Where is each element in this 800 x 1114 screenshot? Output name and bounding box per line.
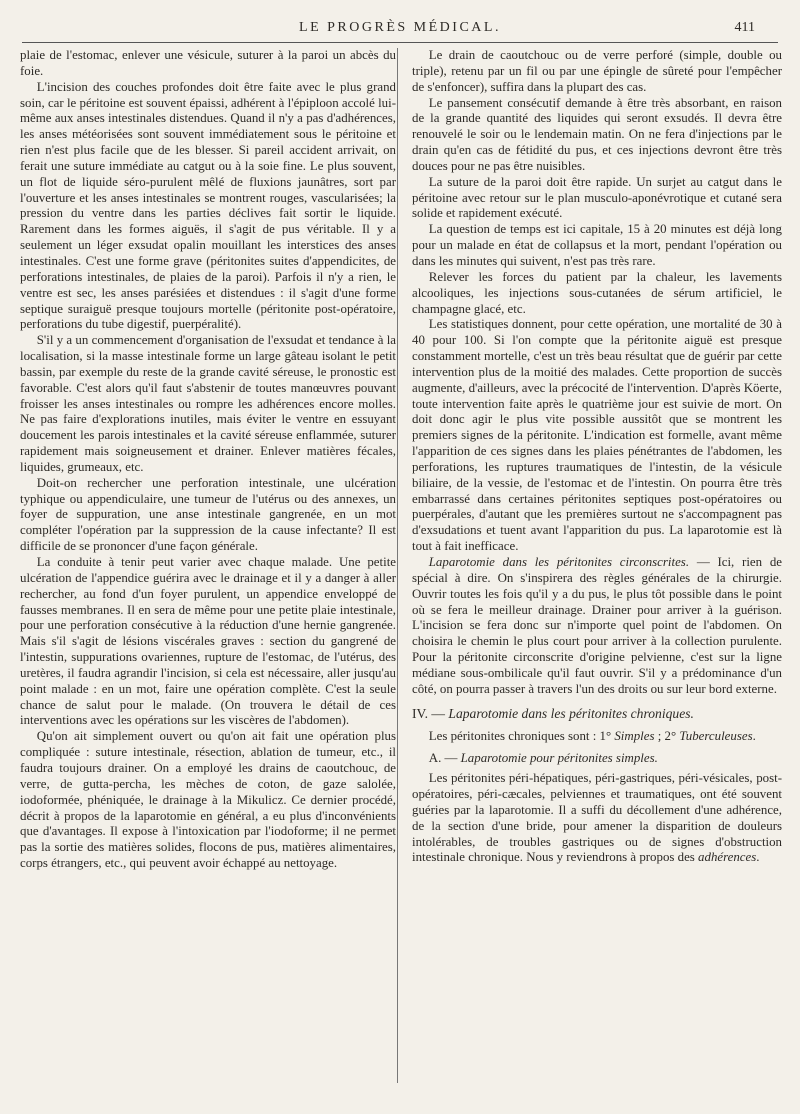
paragraph — [412, 771, 782, 866]
section-title: Laparotomie dans les péritonites chroniques. — [448, 705, 694, 721]
paragraph: S'il y a un commencement d'organisation de l'exsudat et tendance à la localisation, si la masse intestinale forme un large gâteau isolant le petit bassin, par exemple du reste de la grande cavité séreuse, le pronostic est favorable. C'est alors qu'il faut s'abstenir de toutes manœuvres pouvant froisser les anses intestinales ou rompre les adhérences encore molles. Ne pas faire d'explorations inutiles, mais éviter le ventre en essuyant doucement les parois intestinales et la cavité séreuse enflammée, suturer rapidement mais soigneusement et drainer. Enlever matières fécales, liquides, grumeaux, etc. — [20, 333, 396, 474]
section-heading — [412, 706, 782, 722]
column-divider — [397, 48, 398, 1083]
paragraph-text: Les péritonites péri-hépatiques, péri-gastriques, péri-vésicales, post-opératoires, péri-cæcales, pelviennes et traumatiques, ont été souvent guéries par la laparotomie. Il a suffi du décollement d'une adhérence, de la section d'une bride, pour amener la disparition de douleurs intolérables, de troubles gastriques ou de signes d'obstruction intestinale chronique. Nous y reviendrons à propos des — [412, 771, 782, 865]
subsection-heading — [412, 751, 782, 767]
subsection-letter: A. — — [428, 751, 461, 766]
paragraph: La question de temps est ici capitale, 15 à 20 minutes est déjà long pour un malade en état de collapsus et la mort, pendant l'opération ou dans les minutes qui suivent, n'est pas très rare. — [412, 222, 782, 268]
paragraph: L'incision des couches profondes doit être faite avec le plus grand soin, car le péritoine est souvent épaissi, adhérent à l'épiploon accolé lui-même aux anses intestinales distendues. Quand il n'y a pas d'adhérences, les anses météorisées sont souvent immédiatement sous le péritoine et rien n'est plus facile que de les blesser. Si pareil accident arrivait, on ferait une suture immédiate au catgut ou à la soie fine. Le plus souvent, un flot de liquide séro-purulent mêlé de fluxions jaunâtres, sort par l'ouverture et les anses intestinales se montrent rouges, vascularisées; la pression du ventre dans les parties déclives fait sortir le liquide. Rarement dans les formes aiguës, il s'agit de pus véritable. Il y a seulement un léger exsudat opalin mouillant les interstices des anses intestinales. C'est une forme grave (péritonites suites d'appendicites, de perforations intestinales, de plaies de la paroi). Parfois il n'y a rien, le ventre est sec, les anses parésiées et distendues : il s'agit d'une forme septique suraiguë presque toujours mortelle (péritonite post-opératoire, perforations du tube digestif, puerpéralité). — [20, 79, 396, 332]
right-column — [412, 48, 782, 1098]
section-number: IV. — — [412, 705, 449, 721]
paragraph: Qu'on ait simplement ouvert ou qu'on ait fait une opération plus compliquée : suture intestinale, résection, ablation de tumeur, etc., il faudra toujours drainer. On a employé les drains de caoutchouc, de verre, de gutta-percha, les mèches de coton, de gaze salolée, iodoformée, phéniquée, le drainage à la Mikulicz. Ce dernier procédé, décrit à propos de la laparotomie en général, a eu plus d'inconvénients que d'avantages. Il expose à l'intoxication par l'iodoforme; il ne permet pas la sortie des matières solides, flocons de pus, matières alimentaires, corps étrangers, etc., qui peuvent avoir échappé au nettoyage. — [20, 729, 396, 871]
text-run: . — [756, 850, 760, 865]
text-run: . — [752, 729, 756, 744]
italic-lead: Laparotomie dans les péritonites circonscrites. — [428, 555, 690, 569]
journal-title: LE PROGRÈS MÉDICAL. — [299, 20, 501, 35]
paragraph: Relever les forces du patient par la chaleur, les lavements alcooliques, les injections sous-cutanées de sérum artificiel, le champagne glacé, etc. — [412, 269, 782, 316]
italic-term: adhérences — [698, 850, 757, 865]
paragraph: plaie de l'estomac, enlever une vésicule, suturer à la paroi un abcès du foie. — [20, 48, 396, 78]
left-column — [20, 48, 396, 1098]
paragraph: La suture de la paroi doit être rapide. Un surjet au catgut dans le péritoine avec retour sur le plan musculo-aponévrotique et cutané sera solide et rapidement exécuté. — [412, 174, 782, 221]
paragraph: Doit-on rechercher une perforation intestinale, une ulcération typhique ou appendiculaire, une tumeur de l'utérus ou des annexes, un foyer de suppuration, une anse intestinale gangrenée, en un mot compléter l'opération par la suppression de la cause infectante? Il est difficile de se prononcer d'une façon générale. — [20, 475, 396, 554]
running-header — [0, 20, 800, 42]
paragraph-text: — Ici, rien de spécial à dire. On s'inspirera des règles générales de la chirurgie. Ouvrir toutes les fois qu'il y a du pus, le plus tôt possible dans le point où se fera le meilleur drainage. Drainer pour arriver à la guérison. L'incision se fera donc sur n'importe quel point de l'abdomen. On choisira le chemin le plus court pour arriver à la collection purulente. Pour la péritonite circonscrite d'origine pelvienne, c'est sur la ligne médiane sous-ombilicale qu'il faut ouvrir. S'il y a prédominance d'un côté, on pourra passer à travers l'un des droits ou sur leur bord externe. — [412, 555, 782, 696]
paragraph — [412, 729, 782, 745]
paragraph: Le drain de caoutchouc ou de verre perforé (simple, double ou triple), retenu par un fil ou par une épingle de sûreté pour l'empêcher de s'enfoncer), suffira dans la plupart des cas. — [412, 48, 782, 94]
subsection-title: Laparotomie pour péritonites simples. — [460, 751, 658, 766]
paragraph: La conduite à tenir peut varier avec chaque malade. Une petite ulcération de l'appendice guérira avec le drainage et il y a danger à aller rechercher, au fond d'un foyer purulent, un appendice enveloppé de fausses membranes. Il en sera de même pour une petite plaie intestinale, pour une perforation consécutive à la réduction d'une hernie gangrenée. Mais s'il s'agit de lésions viscérales graves : section du gangrené de l'intestin, suppurations ovariennes, rupture de l'estomac, de l'utérus, des uretères, il faudra agrandir l'incision, si cela est nécessaire, aller jusqu'au point malade : en un mot, faire une opération complète. C'est la seule chance de salut pour le malade. (On trouvera le détail de ces interventions avec les opérations sur les viscères de l'abdomen). — [20, 555, 396, 728]
text-run: Les péritonites chroniques sont : 1° — [428, 729, 615, 744]
paragraph — [412, 555, 782, 698]
italic-term: Simples — [614, 729, 655, 744]
paragraph: Le pansement consécutif demande à être très absorbant, en raison de la grande quantité des liquides qui seront exsudés. Il devra être renouvelé le soir ou le lendemain matin. On ne fera d'injections par le drain qu'en cas de fétidité du pus, et ces injections devront être très douces pour ne pas être nuisibles. — [412, 95, 782, 173]
italic-term: Tuberculeuses — [679, 729, 753, 744]
text-run: ; 2° — [654, 729, 680, 744]
header-rule — [22, 42, 778, 43]
page-number: 411 — [734, 20, 755, 35]
paragraph: Les statistiques donnent, pour cette opération, une mortalité de 30 à 40 pour 100. Si l'on compte que la péritonite aiguë est presque constamment mortelle, c'est un très beau résultat que de guérir par cette intervention plus de la moitié des malades. Cette proportion de succès augmente, d'ailleurs, avec la précocité de l'intervention. D'après Köerte, toute intervention faite après le quatrième jour est suivie de mort. On doit donc agir le plus vite possible aussitôt que se montrent les premiers signes de la péritonite. L'indication est formelle, avant même l'apparition de ces signes dans les plaies pénétrantes de l'abdomen, les perforations, les ruptures traumatiques de l'intestin, de la vésicule biliaire, de la vessie, de l'estomac et de l'intestin. On pourra être très embarrassé dans certaines péritonites septiques post-opératoires ou puerpérales, d'autant que les premières surtout ne s'accompagnent pas d'exsudations et tuent avant l'apparition du pus. La laparotomie est là tout à fait inefficace. — [412, 317, 782, 554]
